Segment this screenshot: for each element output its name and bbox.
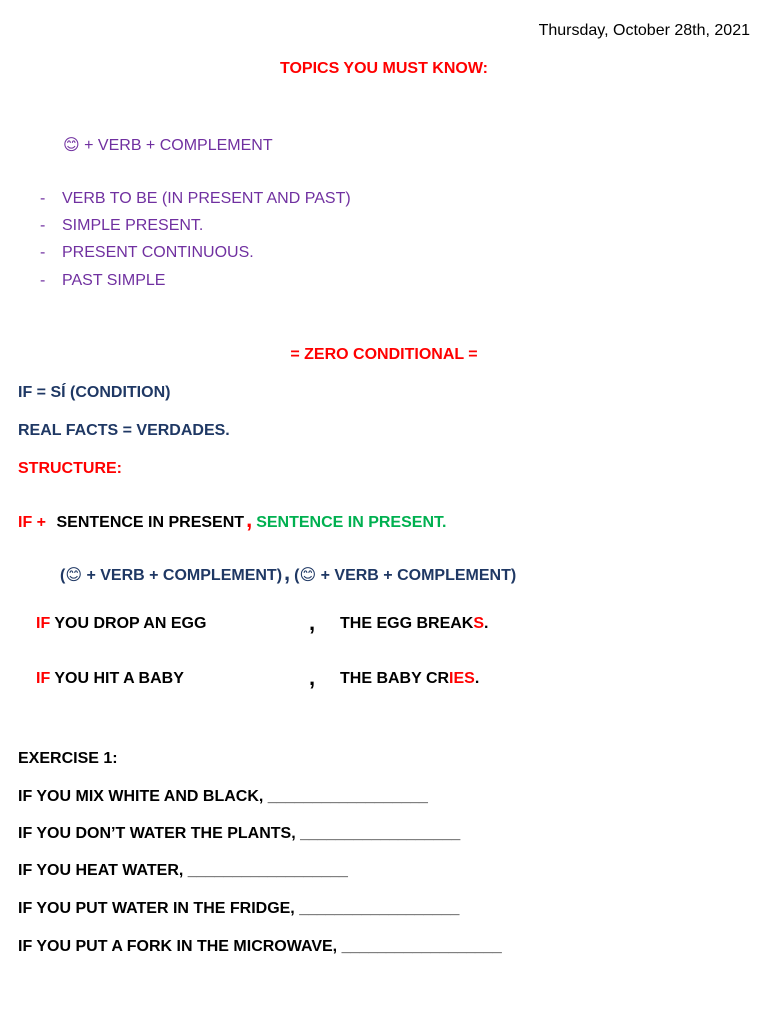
real-facts: REAL FACTS = VERDADES. (18, 422, 230, 439)
example-clause (36, 670, 184, 688)
structure-formula (60, 560, 516, 586)
exercise-item: IF YOU HEAT WATER, __________________ (18, 862, 348, 879)
topic-item-label: SIMPLE PRESENT. (62, 217, 204, 234)
exercise-item: IF YOU PUT A FORK IN THE MICROWAVE, __________________ (18, 938, 502, 955)
topic-item-label: VERB TO BE (IN PRESENT AND PAST) (62, 190, 351, 207)
example-comma: , (309, 665, 316, 690)
example-comma: , (309, 610, 316, 635)
topic-item (40, 272, 165, 290)
topic-item-label: PAST SIMPLE (62, 272, 166, 289)
topic-item-label: PRESENT CONTINUOUS. (62, 244, 254, 261)
topic-item (40, 244, 254, 262)
example-if: IF (36, 615, 51, 632)
structure-sentence-2: SENTENCE IN PRESENT. (256, 514, 447, 531)
exercise-item: IF YOU MIX WHITE AND BLACK, __________________ (18, 788, 428, 805)
example-result-base: THE EGG BREAK (340, 615, 474, 632)
example-condition: YOU DROP AN EGG (50, 615, 207, 632)
topics-formula: 😊 + VERB + COMPLEMENT (63, 137, 273, 154)
topic-item (40, 217, 203, 235)
formula-left: (😊 + VERB + COMPLEMENT) (60, 567, 283, 584)
example-result-end: . (474, 670, 480, 687)
example-clause (36, 615, 206, 633)
example-result-ending: IES (449, 670, 475, 687)
bullet-dash: - (40, 272, 46, 289)
structure-sentence-1: SENTENCE IN PRESENT (56, 514, 245, 531)
exercise-item: IF YOU DON’T WATER THE PLANTS, __________________ (18, 825, 461, 842)
formula-right: (😊 + VERB + COMPLEMENT) (294, 567, 517, 584)
example-if: IF (36, 670, 51, 687)
if-definition: IF = SÍ (CONDITION) (18, 384, 171, 401)
structure-if: IF + (18, 514, 47, 531)
structure-label: STRUCTURE: (18, 460, 122, 477)
topics-title: TOPICS YOU MUST KNOW: (279, 60, 488, 77)
formula-comma: , (284, 560, 291, 585)
structure-line (18, 507, 446, 533)
topic-item (40, 190, 351, 208)
bullet-dash: - (40, 190, 46, 207)
example-result-end: . (484, 615, 489, 632)
bullet-dash: - (40, 217, 46, 234)
example-condition: YOU HIT A BABY (50, 670, 184, 687)
example-result (340, 670, 479, 688)
example-result-ending: S (473, 615, 485, 632)
date: Thursday, October 28th, 2021 (538, 22, 750, 39)
example-result (340, 615, 488, 633)
example-result-base: THE BABY CR (340, 670, 450, 687)
exercise-title: EXERCISE 1: (18, 750, 118, 767)
structure-comma: , (246, 507, 253, 532)
bullet-dash: - (40, 244, 46, 261)
zero-conditional-title: = ZERO CONDITIONAL = (290, 346, 478, 363)
exercise-item: IF YOU PUT WATER IN THE FRIDGE, __________________ (18, 900, 460, 917)
